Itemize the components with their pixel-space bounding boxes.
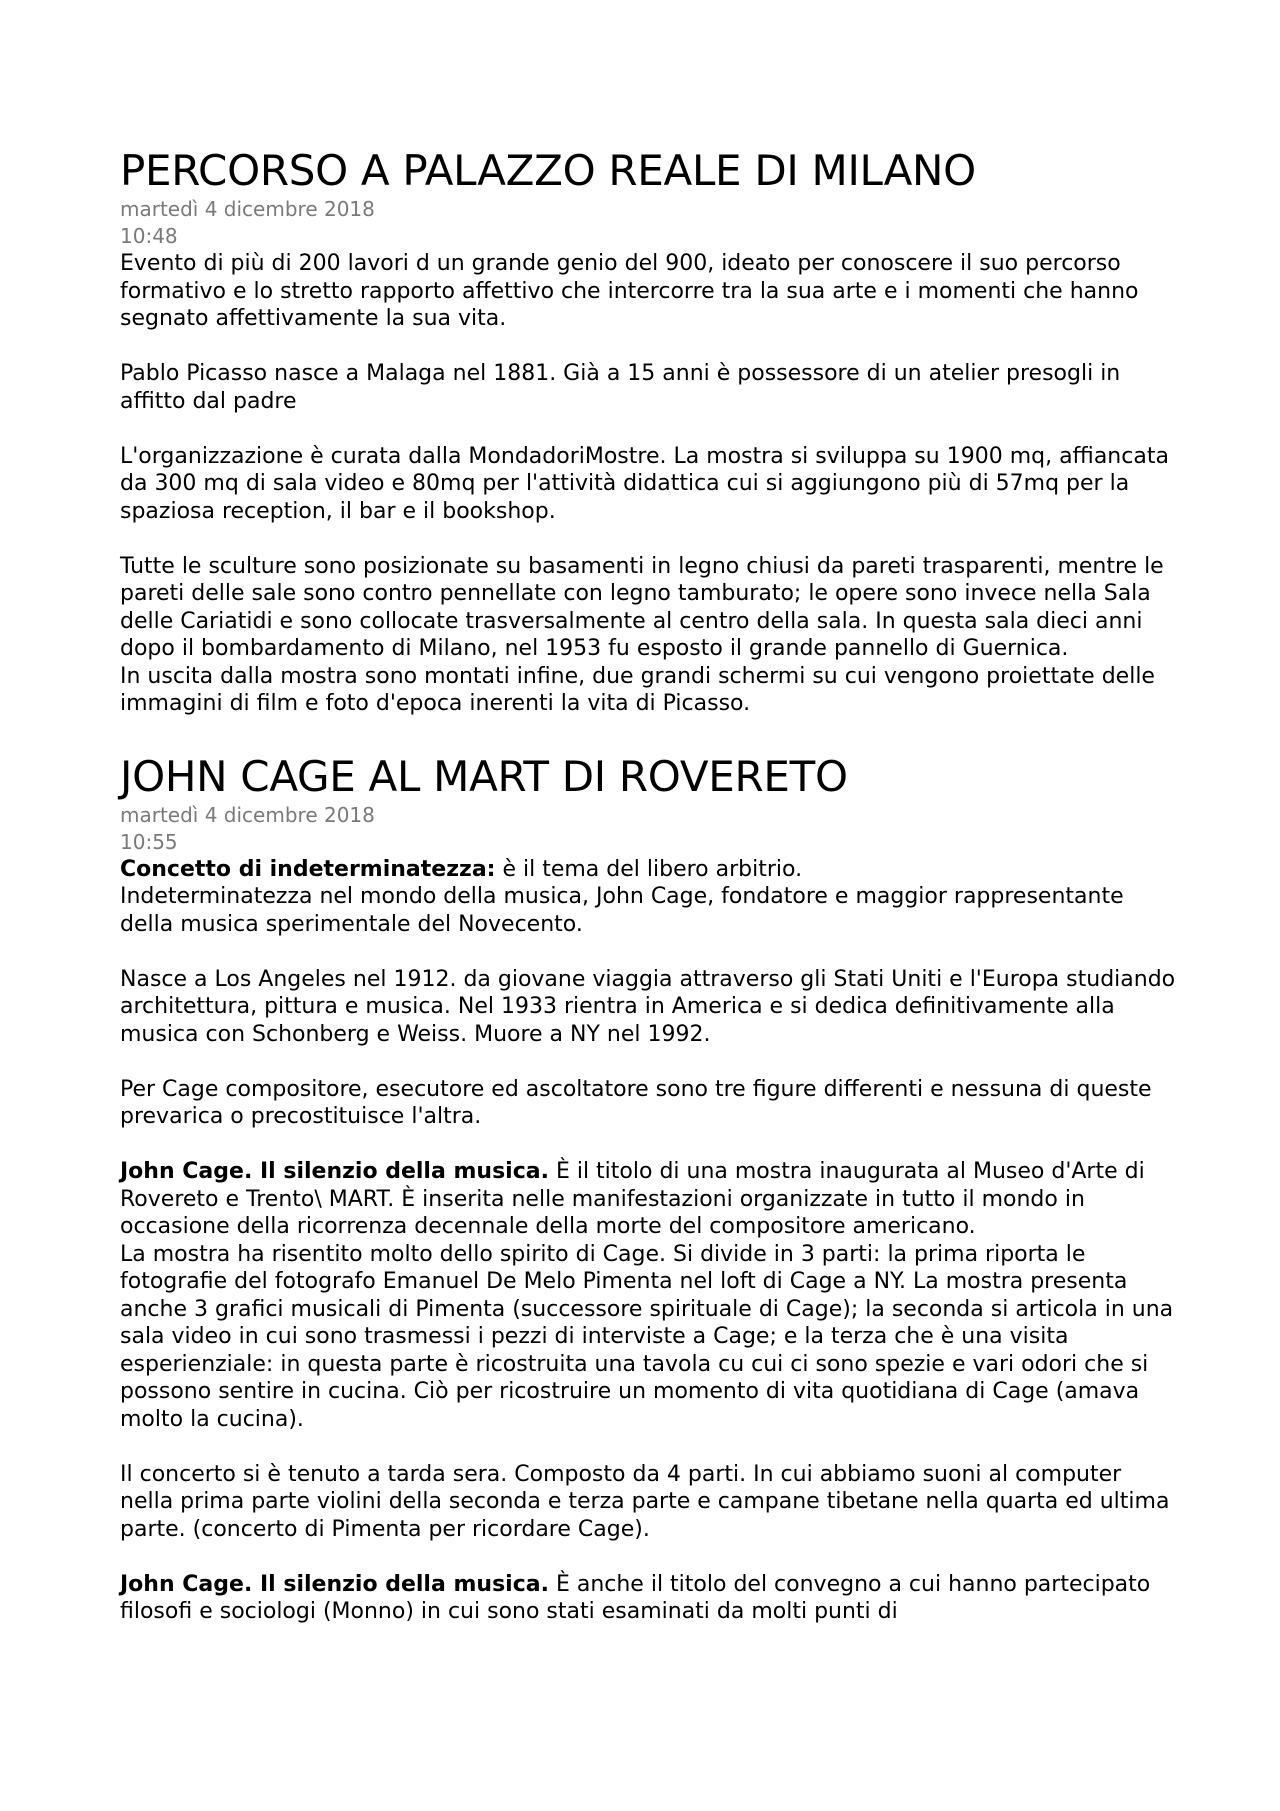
paragraph [120,1158,1180,1241]
bold-term: Concetto di indeterminatezza: [120,856,496,882]
paragraph: L'organizzazione è curata dalla MondadoriMostre. La mostra si sviluppa su 1900 mq, affiancata da 300 mq di sala video e 80mq per l'attività didattica cui si aggiungono più di 57mq per la spaziosa reception, il bar e il bookshop. [120,443,1169,524]
note-time: 10:55 [120,829,178,854]
paragraph: Nasce a Los Angeles nel 1912. da giovane viaggia attraverso gli Stati Uniti e l'Europa studiando architettura, pittura e musica. Nel 1933 rientra in America e si dedica definitivamente alla musica con Schonberg e Weiss. Muore a NY nel 1992. [120,966,1176,1047]
paragraph [120,856,1180,884]
paragraph: Tutte le sculture sono posizionate su basamenti in legno chiusi da pareti trasparenti, mentre le pareti delle sale sono contro pennellate con legno tamburato; le opere sono invece nella Sala delle Cariatidi e sono collocate trasversalmente al centro della sala. In questa sala dieci anni dopo il bombardamento di Milano, nel 1953 fu esposto il grande pannello di Guernica. [120,553,1164,661]
bold-title: John Cage. Il silenzio della musica. [120,1159,549,1184]
paragraph-text: è il tema del libero arbitrio. [495,856,803,882]
paragraph: Pablo Picasso nasce a Malaga nel 1881. Già a 15 anni è possessore di un atelier presogli in affitto dal padre [120,361,1121,414]
paragraph: La mostra ha risentito molto dello spirito di Cage. Si divide in 3 parti: la prima riporta le fotografie del fotografo Emanuel De Melo Pimenta nel loft di Cage a NY. La mostra presenta anche 3 grafici musicali di Pimenta (successore spirituale di Cage); la seconda si articola in una sala video in cui sono trasmessi i pezzi di interviste a Cage; e la terza che è una visita esperienziale: in questa parte è ricostruita una tavola cu cui ci sono spezie e vari odori che si possono sentire in cucina. Ciò per ricostruire un momento di vita quotidiana di Cage (amava molto la cucina). [120,1241,1174,1432]
paragraph-text: È anche il titolo del convegno a cui hanno partecipato filosofi e sociologi (Monno) in cui sono stati esaminati da molti punti di [120,1571,1151,1624]
paragraph [120,1571,1180,1626]
section-title: PERCORSO A PALAZZO REALE DI MILANO [120,146,976,195]
paragraph: Il concerto si è tenuto a tarda sera. Composto da 4 parti. In cui abbiamo suoni al computer nella prima parte violini della seconda e terza parte e campane tibetane nella quarta ed ultima parte. (concerto di Pimenta per ricordare Cage). [120,1461,1170,1542]
section-title: JOHN CAGE AL MART DI ROVERETO [120,751,848,801]
bold-title: John Cage. Il silenzio della musica. [120,1571,549,1597]
paragraph: In uscita dalla mostra sono montati infine, due grandi schermi su cui vengono proiettate delle immagini di film e foto d'epoca inerenti la vita di Picasso. [120,663,1155,716]
paragraph: Indeterminatezza nel mondo della musica, John Cage, fondatore e maggior rappresentante della musica sperimentale del Novecento. [120,884,1124,937]
note-date: martedì 4 dicembre 2018 [120,802,375,827]
document-page [120,146,1180,1626]
paragraph: Evento di più di 200 lavori d un grande genio del 900, ideato per conoscere il suo percorso formativo e lo stretto rapporto affettivo che intercorre tra la sua arte e i momenti che hanno segnato affettivamente la sua vita. [120,251,1139,331]
paragraph-text: È il titolo di una mostra inaugurata al Museo d'Arte di Rovereto e Trento\ MART. È inserita nelle manifestazioni organizzate in tutto il mondo in occasione della ricorrenza decennale della morte del compositore americano. [120,1159,1145,1239]
note-date: martedì 4 dicembre 2018 [120,197,375,221]
paragraph: Per Cage compositore, esecutore ed ascoltatore sono tre figure differenti e nessuna di queste prevarica o precostituisce l'altra. [120,1076,1152,1129]
note-time: 10:48 [120,224,178,248]
